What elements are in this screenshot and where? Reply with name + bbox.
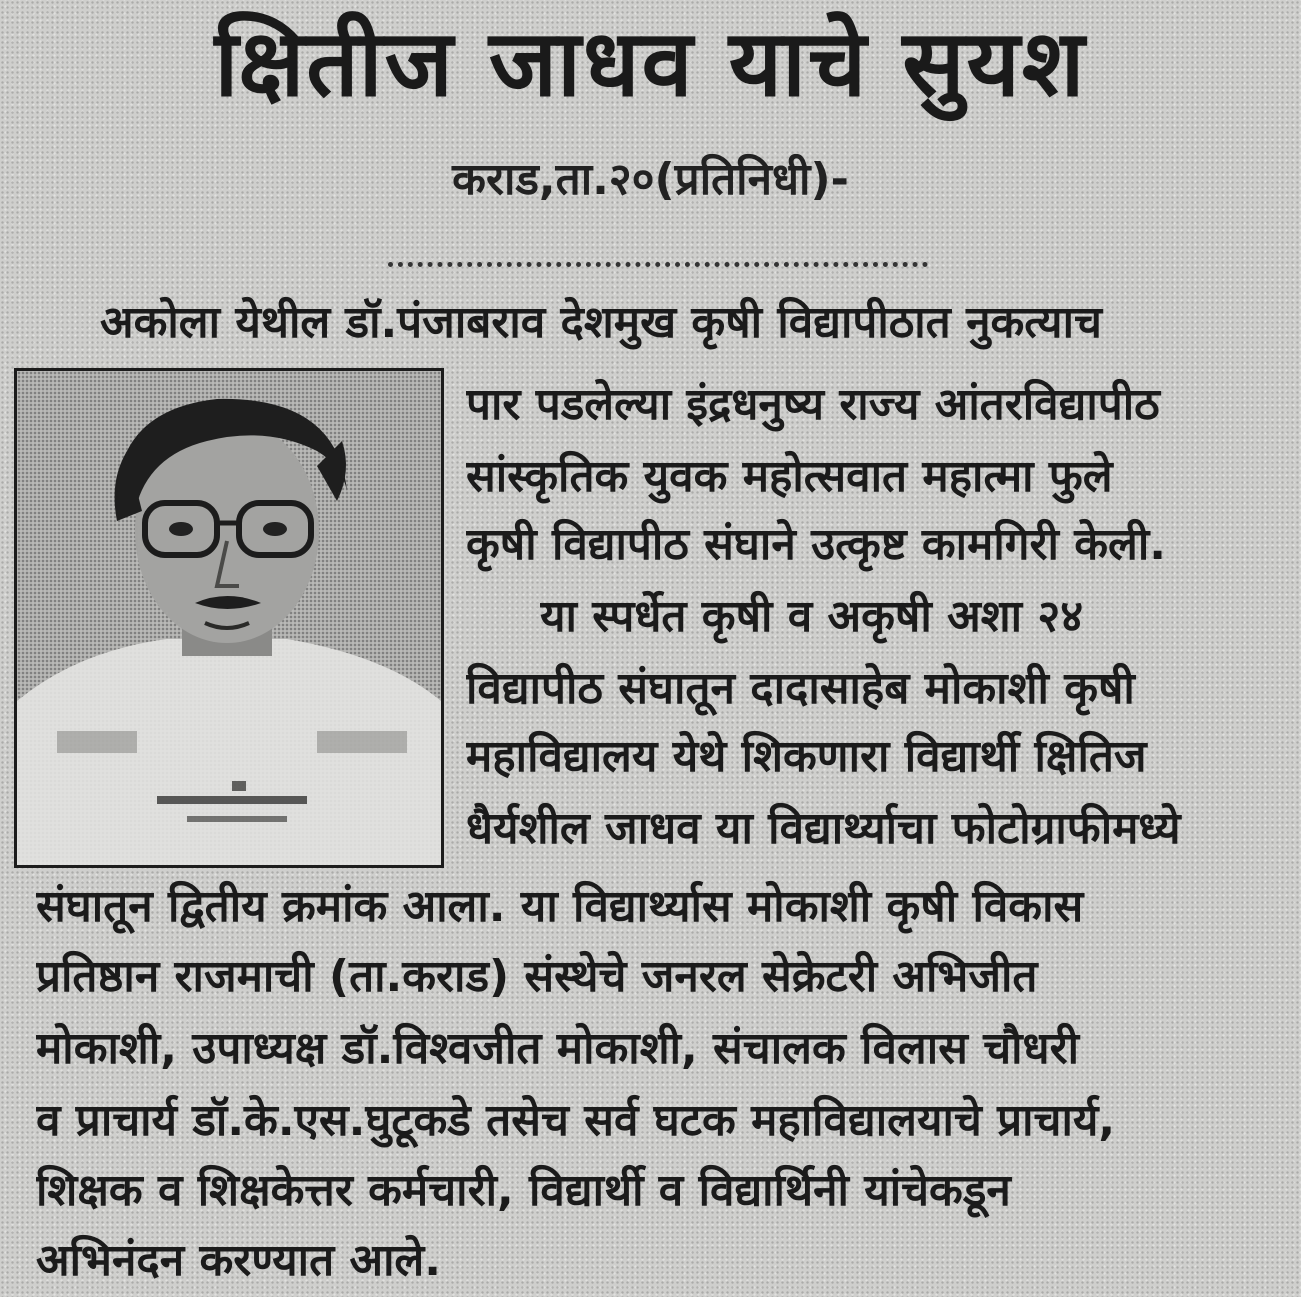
body-line-8: धैर्यशील जाधव या विद्यार्थ्याचा फोटोग्राफीमध्ये	[466, 803, 1181, 854]
body-line-7: महाविद्यालय येथे शिकणारा विद्यार्थी क्षितिज	[466, 731, 1147, 782]
body-line-2: पार पडलेल्या इंद्रधनुष्य राज्य आंतरविद्यापीठ	[466, 379, 1160, 430]
headline: क्षितीज जाधव याचे सुयश	[214, 10, 1087, 117]
body-line-10: प्रतिष्ठान राजमाची (ता.कराड) संस्थेचे जनरल सेक्रेटरी अभिजीत	[36, 951, 1038, 1002]
body-line-14: अभिनंदन करण्यात आले.	[36, 1235, 441, 1286]
body-line-3: सांस्कृतिक युवक महोत्सवात महात्मा फुले	[466, 451, 1113, 502]
body-line-12: व प्राचार्य डॉ.के.एस.घुटूकडे तसेच सर्व घटक महाविद्यालयाचे प्राचार्य,	[36, 1095, 1116, 1146]
portrait-photo	[14, 368, 444, 868]
body-line-4: कृषी विद्यापीठ संघाने उत्कृष्ट कामगिरी केली.	[466, 519, 1166, 570]
body-line-1: अकोला येथील डॉ.पंजाबराव देशमुख कृषी विद्यापीठात नुकत्याच	[100, 297, 1102, 348]
body-line-9: संघातून द्वितीय क्रमांक आला. या विद्यार्थ्यास मोकाशी कृषी विकास	[36, 881, 1084, 932]
dotted-divider	[388, 262, 928, 267]
body-line-6: विद्यापीठ संघातून दादासाहेब मोकाशी कृषी	[466, 663, 1135, 714]
body-line-11: मोकाशी, उपाध्यक्ष डॉ.विश्वजीत मोकाशी, संचालक विलास चौधरी	[36, 1023, 1079, 1074]
portrait-photo-icon	[17, 371, 441, 865]
body-line-13: शिक्षक व शिक्षकेत्तर कर्मचारी, विद्यार्थी व विद्यार्थिनी यांचेकडून	[36, 1165, 1011, 1216]
dateline: कराड,ता.२०(प्रतिनिधी)-	[452, 154, 849, 205]
body-line-5: या स्पर्धेत कृषी व अकृषी अशा २४	[540, 591, 1084, 642]
